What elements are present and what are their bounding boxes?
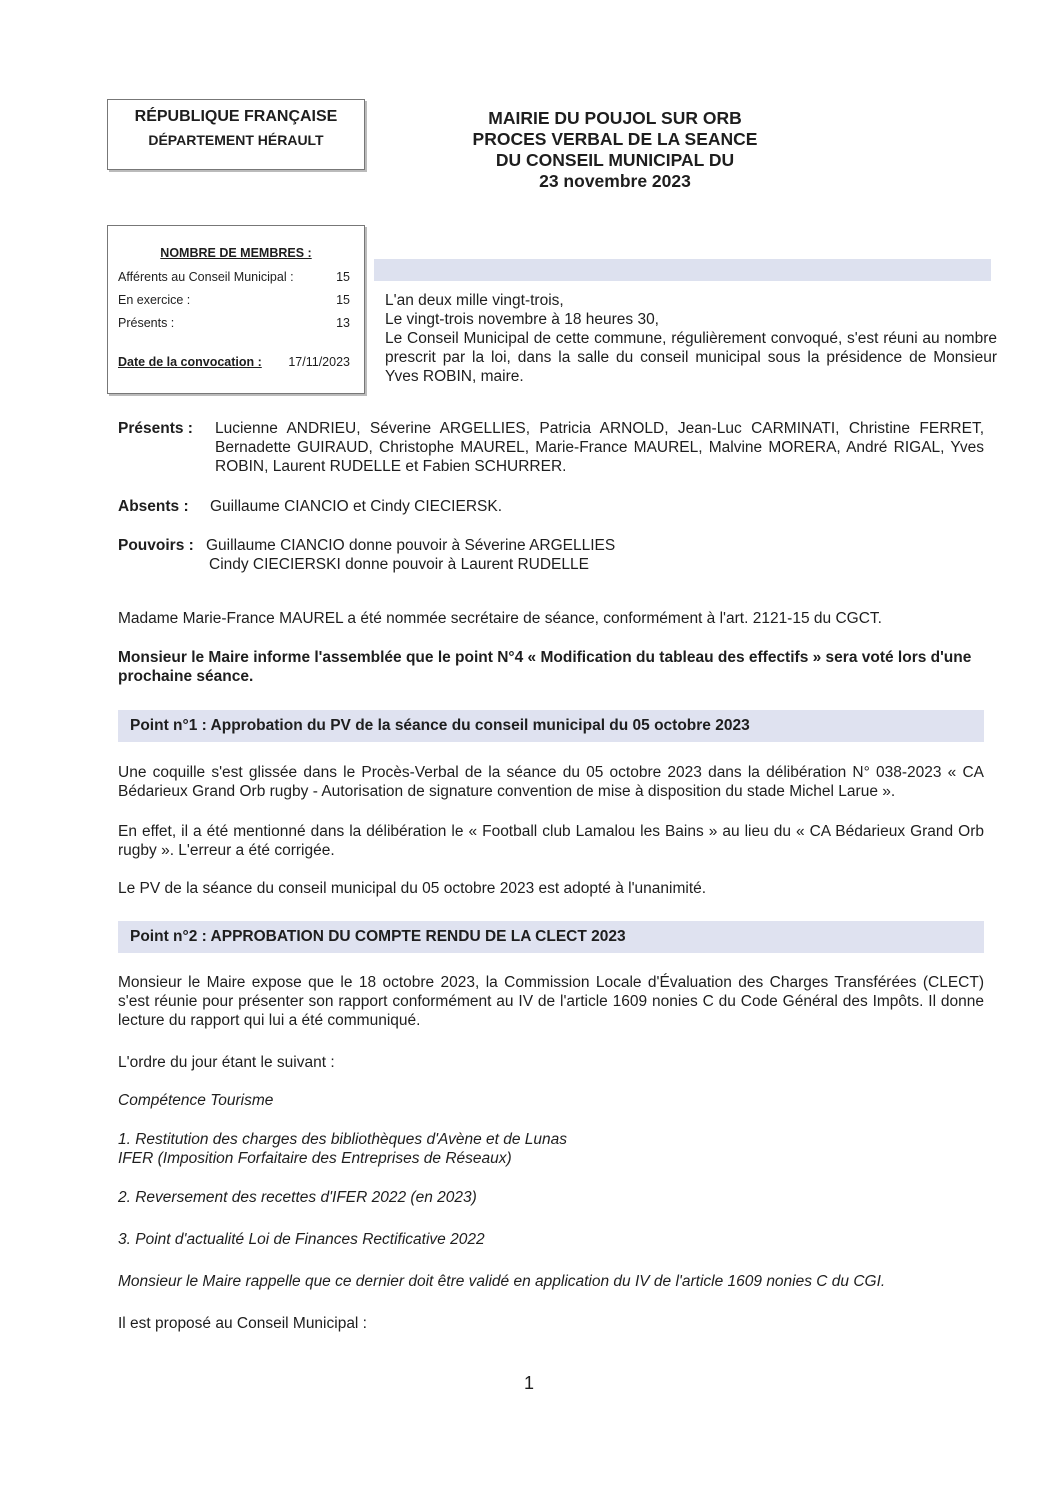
title-line-4: 23 novembre 2023 [539,171,691,191]
point-1-heading [118,710,984,742]
shaded-bar [374,259,991,281]
intro-block [385,291,997,386]
ordre-du-jour: L'ordre du jour étant le suivant : [118,1054,335,1071]
absents-label: Absents : [118,498,189,515]
agenda-item-1a: 1. Restitution des charges des bibliothèques d'Avène et de Lunas [118,1131,568,1148]
presents-label: Présents : [118,420,193,437]
title-line-2: PROCES VERBAL DE LA SEANCE [472,129,758,149]
convocation-date: 17/11/2023 [288,355,350,369]
point-1-para-3: Le PV de la séance du conseil municipal du 05 octobre 2023 est adopté à l'unanimité. [118,880,707,897]
header-box [107,99,365,170]
info-maire-paragraph: Monsieur le Maire informe l'assemblée que le point N°4 « Modification du tableau des effectifs » sera voté lors d'une prochaine séance. [118,649,972,685]
members-heading: NOMBRE DE MEMBRES : [160,246,312,260]
pouvoir-line-2: Cindy CIECIERSKI donne pouvoir à Laurent RUDELLE [209,556,589,573]
members-row-exercice [118,293,350,307]
rappel-maire: Monsieur le Maire rappelle que ce dernier doit être validé en application du IV de l'article 1609 nonies C du CGI. [118,1273,886,1290]
members-row-value: 13 [336,316,350,330]
intro-line-2: Le vingt-trois novembre à 18 heures 30, [385,311,659,328]
intro-line-3: Le Conseil Municipal de cette commune, régulièrement convoqué, s'est réuni au nombre prescrit par la loi, dans la salle du conseil municipal sous la présidence de Monsieur Yves ROBIN, maire. [385,330,997,385]
point-1-para-2: En effet, il a été mentionné dans la délibération le « Football club Lamalou les Bains » au lieu du « CA Bédarieux Grand Orb rugby ». L'erreur a été corrigée. [118,823,984,859]
presents-list: Lucienne ANDRIEU, Séverine ARGELLIES, Patricia ARNOLD, Jean-Luc CARMINATI, Christine FERRET, Bernadette GUIRAUD, Christophe MAUREL, Marie-France MAUREL, Malvine MORERA, André RIGAL, Yves ROBIN, Laurent RUDELLE et Fabien SCHURRER. [215,420,984,475]
members-row-value: 15 [336,293,350,307]
pouvoir-line-1: Guillaume CIANCIO donne pouvoir à Séverine ARGELLIES [206,537,616,554]
absents-list: Guillaume CIANCIO et Cindy CIECIERSK. [210,498,503,515]
point-2-para-1: Monsieur le Maire expose que le 18 octobre 2023, la Commission Locale d'Évaluation des Charges Transférées (CLECT) s'est réunie pour présenter son rapport conformément au IV de l'article 1609 nonies C du Code Général des Impôts. Il donne lecture du rapport qui lui a été communiqué. [118,974,984,1029]
point-1-para-1: Une coquille s'est glissée dans le Procès-Verbal de la séance du 05 octobre 2023 dans la délibération N° 038-2023 « CA Bédarieux Grand Orb rugby - Autorisation de signature convention de mise à disposition du stade Michel Larue ». [118,764,984,800]
secretaire-paragraph: Madame Marie-France MAUREL a été nommée secrétaire de séance, conformément à l'art. 2121-15 du CGCT. [118,610,882,627]
convocation-label: Date de la convocation : [118,355,262,369]
absents-section [118,497,984,516]
propose-conseil: Il est proposé au Conseil Municipal : [118,1315,367,1332]
republique-label: RÉPUBLIQUE FRANÇAISE [134,108,338,125]
members-row-label: En exercice : [118,293,191,307]
members-row-value: 15 [336,270,350,284]
title-line-3: DU CONSEIL MUNICIPAL DU [495,150,735,170]
document-title [400,108,830,192]
agenda-item-1b: IFER (Imposition Forfaitaire des Entreprises de Réseaux) [118,1150,512,1167]
point-2-title: Point n°2 : APPROBATION DU COMPTE RENDU DE LA CLECT 2023 [130,928,626,945]
point-2-heading [118,921,984,953]
competence-tourisme: Compétence Tourisme [118,1092,274,1109]
members-box [107,225,365,394]
agenda-item-3: 3. Point d'actualité Loi de Finances Rectificative 2022 [118,1231,485,1248]
members-row-label: Afférents au Conseil Municipal : [118,270,294,284]
agenda-item-2: 2. Reversement des recettes d'IFER 2022 (en 2023) [118,1189,477,1206]
convocation-row [118,355,350,369]
title-line-1: MAIRIE DU POUJOL SUR ORB [488,108,742,128]
intro-line-1: L'an deux mille vingt-trois, [385,292,564,309]
members-row-afferents [118,270,350,284]
page-number: 1 [523,1373,534,1393]
point-1-title: Point n°1 : Approbation du PV de la séance du conseil municipal du 05 octobre 2023 [130,717,750,734]
departement-label: DÉPARTEMENT HÉRAULT [148,132,324,148]
members-row-presents [118,316,350,330]
pouvoirs-section [118,536,984,574]
members-row-label: Présents : [118,316,175,330]
pouvoirs-label: Pouvoirs : [118,537,194,554]
presents-section [118,419,984,476]
agenda-item-1 [118,1130,984,1168]
